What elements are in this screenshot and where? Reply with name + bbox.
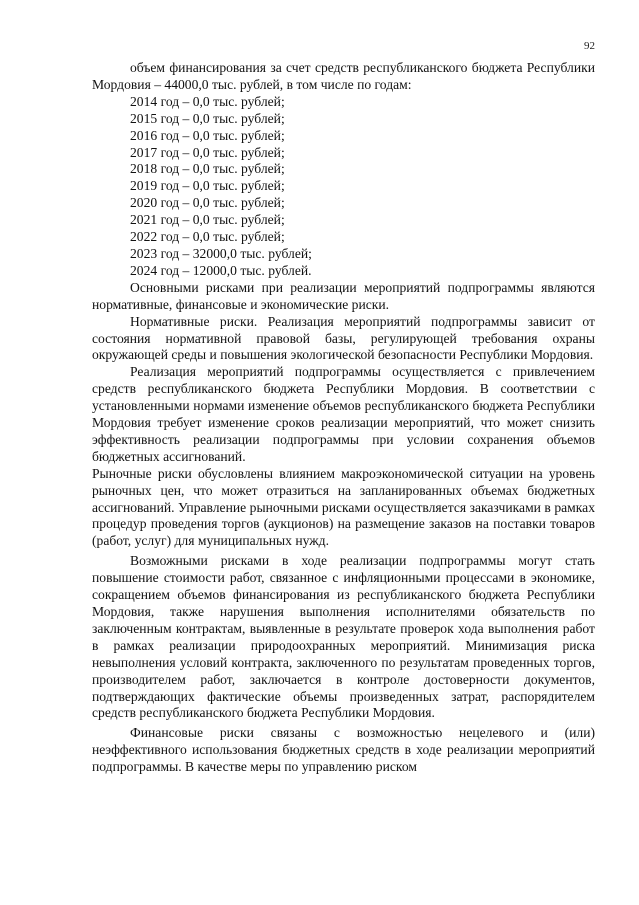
year-line: 2022 год – 0,0 тыс. рублей;	[130, 229, 285, 245]
year-line: 2020 год – 0,0 тыс. рублей;	[130, 195, 285, 211]
paragraph-financial-risks: Финансовые риски связаны с возможностью нецелевого и (или) неэффективного использования бюджетных средств в ходе реализации мероприятий подпрограммы. В качестве меры по управлению риском	[92, 725, 595, 775]
financing-intro: объем финансирования за счет средств республиканского бюджета Республики Мордовия – 44000,0 тыс. рублей, в том числе по годам:	[92, 60, 595, 92]
year-line: 2016 год – 0,0 тыс. рублей;	[130, 127, 285, 143]
year-line: 2015 год – 0,0 тыс. рублей;	[130, 110, 285, 126]
paragraph-possible-risks: Возможными рисками в ходе реализации подпрограммы могут стать повышение стоимости работ, связанное с инфляционными процессами в экономике, сокращением объемов финансирования из республиканского бюджета Республики Мордовия, также нарушения выполнения исполнителями обязательств по заключенным контрактам, выявленные в результате проверок хода выполнения работ в рамках реализации природоохранных мероприятий. Минимизация риска невыполнения условий контракта, заключенного по результатам проведенных торгов, производителем работ, заключается в контроле достоверности документов, подтверждающих фактические объемы произведенных затрат, распорядителем средств республиканского бюджета Республики Мордовия.	[92, 553, 595, 721]
yearly-financing-list	[92, 94, 595, 280]
year-line: 2018 год – 0,0 тыс. рублей;	[130, 161, 285, 177]
page-body	[92, 60, 595, 776]
page-number: 92	[584, 40, 595, 52]
year-line: 2024 год – 12000,0 тыс. рублей.	[130, 262, 312, 278]
paragraph-market-risks: Рыночные риски обусловлены влиянием макроэкономической ситуации на уровень рыночных цен, что может отразиться на запланированных объемах бюджетных ассигнований. Управление рыночными рисками осуществляется заказчиками в рамках процедур проведения торгов (аукционов) на размещение заказов на поставки товаров (работ, услуг) для муниципальных нужд.	[92, 465, 595, 549]
paragraph-implementation: Реализация мероприятий подпрограммы осуществляется с привлечением средств республиканского бюджета Республики Мордовия. В соответствии с установленными нормами изменение объемов республиканского бюджета Республики Мордовия требует изменение сроков реализации мероприятий, что может снизить эффективность реализации подпрограммы при условии сохранения объемов бюджетных ассигнований.	[92, 364, 595, 464]
year-line: 2021 год – 0,0 тыс. рублей;	[130, 212, 285, 228]
paragraph-risks-overview: Основными рисками при реализации мероприятий подпрограммы являются нормативные, финансовые и экономические риски.	[92, 279, 595, 312]
paragraph-normative-risks: Нормативные риски. Реализация мероприятий подпрограммы зависит от состояния нормативной правовой базы, регулирующей требования охраны окружающей среды и повышения экологической безопасности Республики Мордовия.	[92, 313, 595, 363]
year-line: 2019 год – 0,0 тыс. рублей;	[130, 178, 285, 194]
year-line: 2014 год – 0,0 тыс. рублей;	[130, 93, 285, 109]
year-line: 2023 год – 32000,0 тыс. рублей;	[130, 245, 312, 261]
year-line: 2017 год – 0,0 тыс. рублей;	[130, 144, 285, 160]
